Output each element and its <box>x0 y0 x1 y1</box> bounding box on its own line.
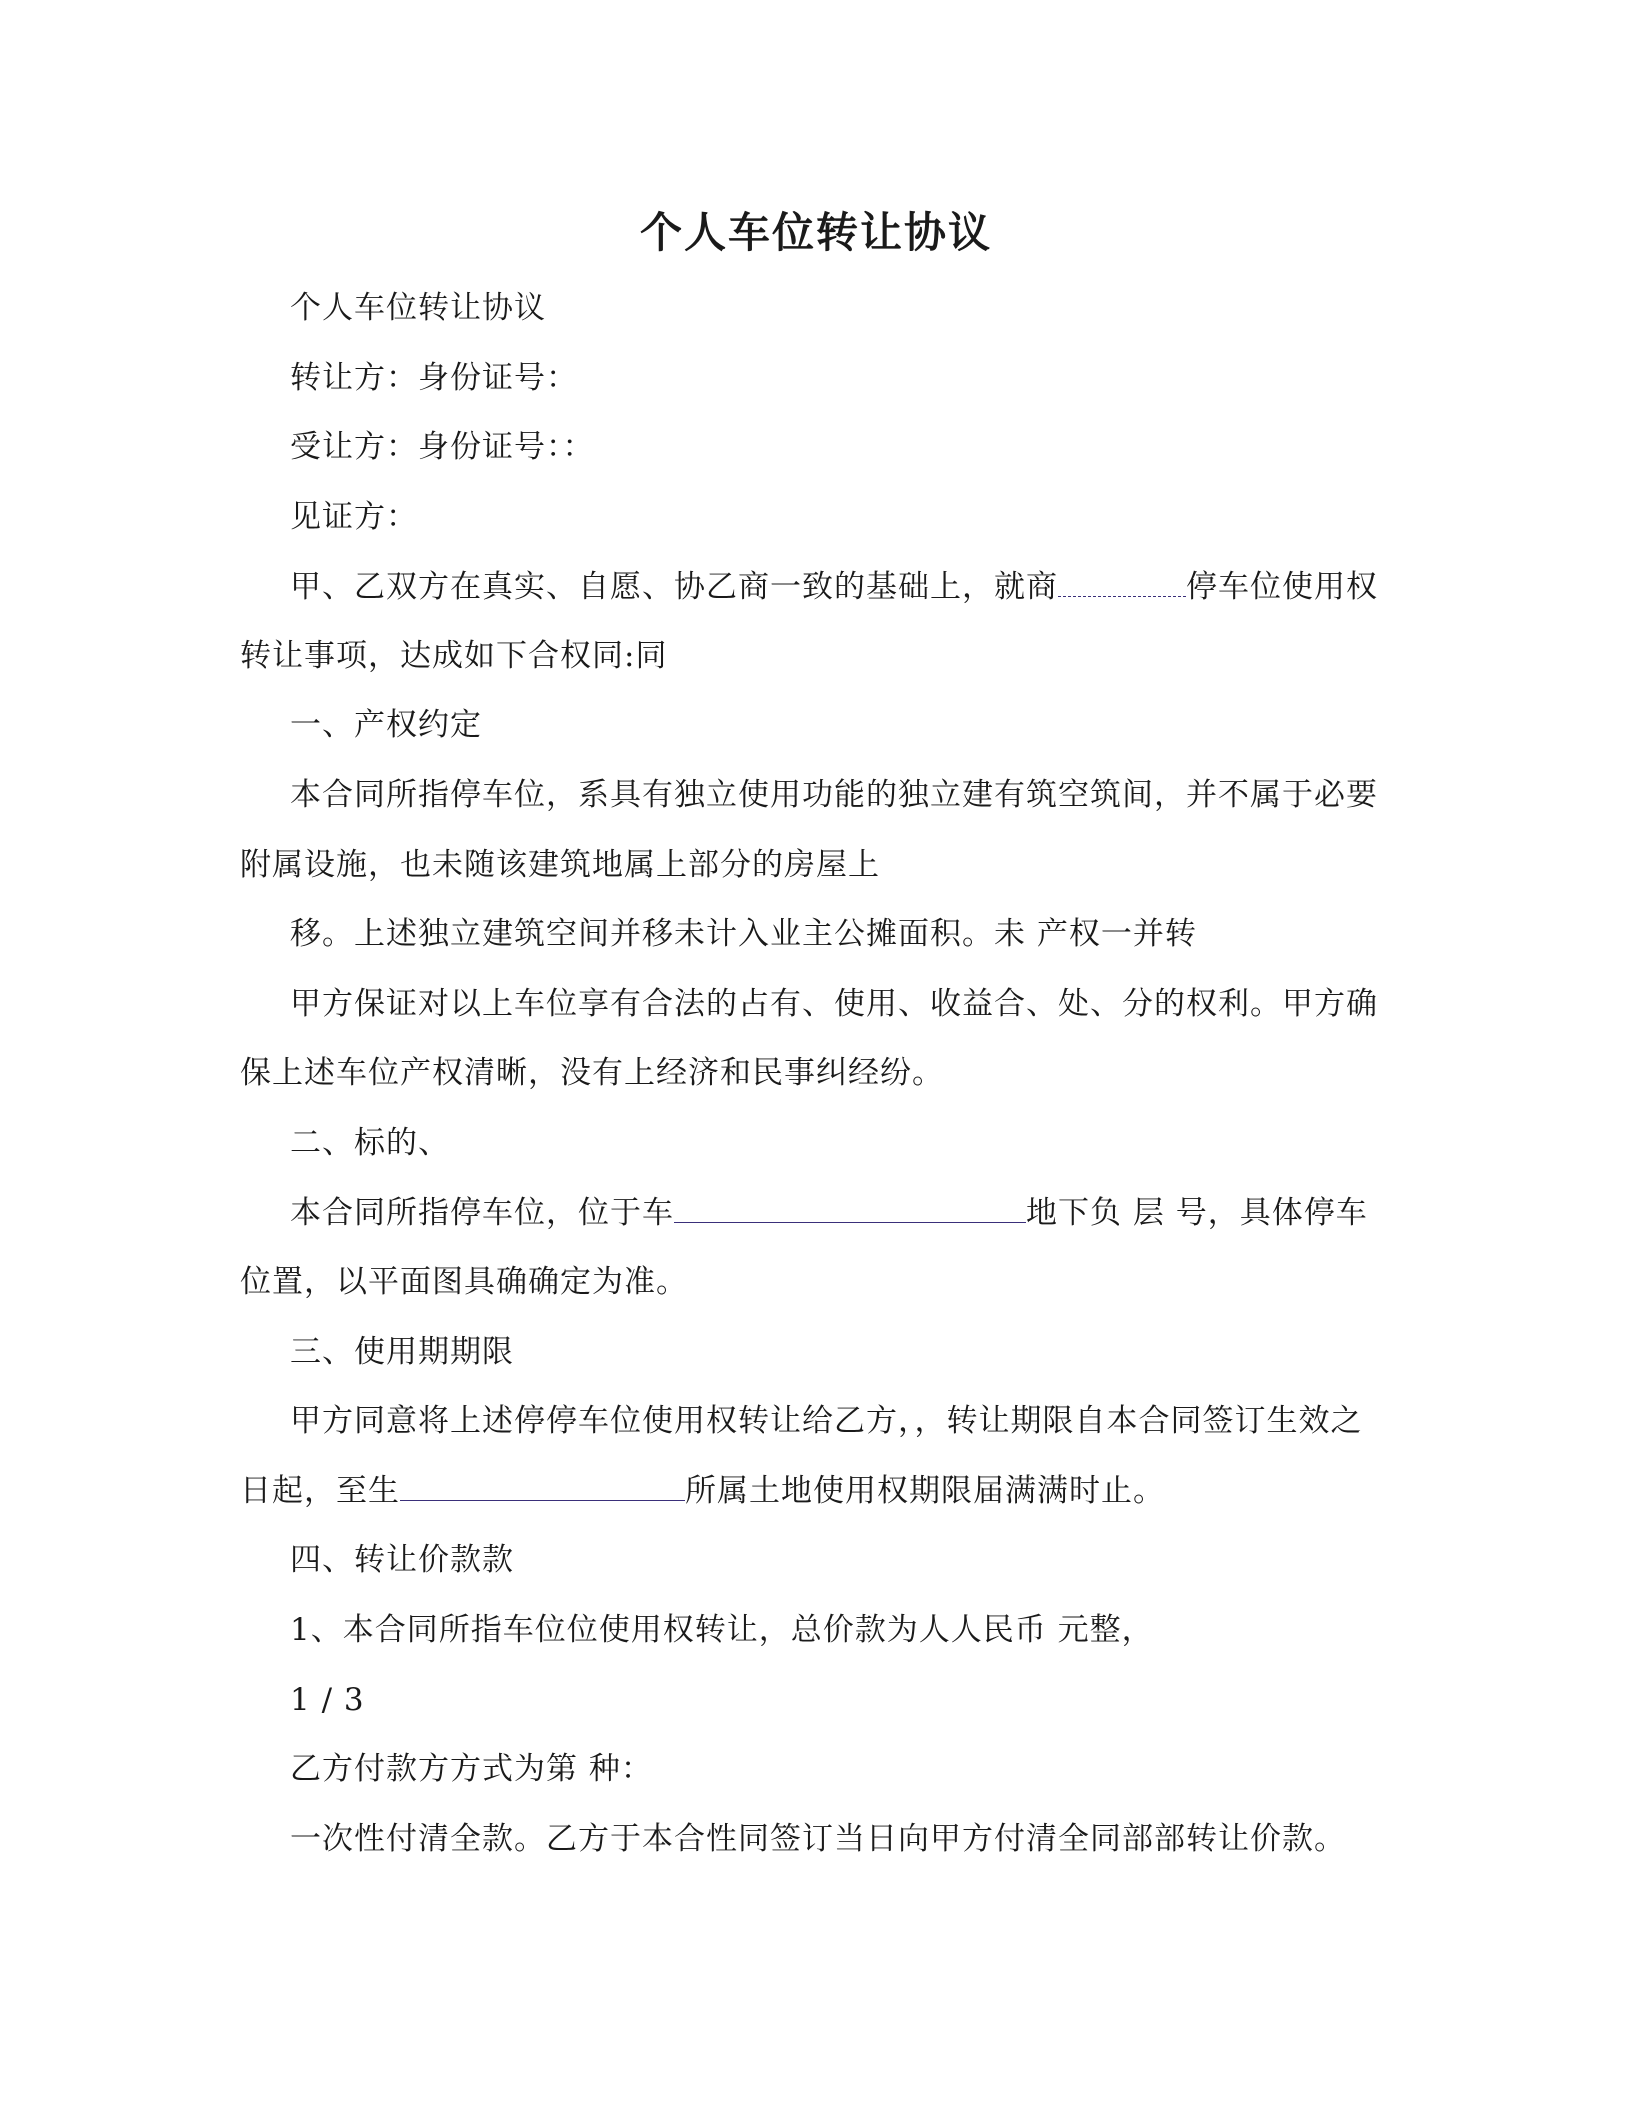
section2-title: 二、标的、 <box>290 1125 450 1161</box>
section4-item1: 1、本合同所指车位位使用权转让，总价款为人人民币 元整， <box>290 1612 1154 1648</box>
intro-text-part2: 停车位使用权 <box>1186 569 1378 605</box>
document-title: 个人车位转让协议 <box>639 208 992 257</box>
section1-p1-line2: 附属设施，也未随该建筑地属上部分的房屋上 <box>240 847 880 883</box>
section3-text-part1: 日起，至生 <box>240 1473 400 1509</box>
payment-option1-line: 一次性付清全款。乙方于本合性同签订当日向甲方付清全同部部转让价款。 <box>290 1821 1346 1857</box>
section2-p1-line1 <box>290 1190 1400 1236</box>
section2-text-part2: 地下负 层 号，具体停车 <box>1026 1195 1368 1231</box>
location-blank <box>674 1192 1026 1223</box>
section3-p1-line2 <box>240 1468 1400 1514</box>
page-number: 1 / 3 <box>290 1682 365 1718</box>
transferor-line: 转让方：身份证号： <box>290 360 578 396</box>
section4-title: 四、转让价款款 <box>290 1542 514 1578</box>
term-end-blank <box>400 1470 685 1501</box>
section2-text-part1: 本合同所指停车位，位于车 <box>290 1195 674 1231</box>
section1-p3-line1: 甲方保证对以上车位享有合法的占有、使用、收益合、处、分的权利。甲方确 <box>290 986 1378 1022</box>
parking-name-blank <box>1058 566 1186 597</box>
section1-p1-line1: 本合同所指停车位，系具有独立使用功能的独立建有筑空筑间，并不属于必要 <box>290 777 1378 813</box>
section1-p3-line2: 保上述车位产权清晰，没有上经济和民事纠经纷。 <box>240 1055 944 1091</box>
intro-paragraph-line1 <box>290 564 1400 610</box>
section3-p1-line1: 甲方同意将上述停停车位使用权转让给乙方，，转让期限自本合同签订生效之 <box>290 1403 1363 1439</box>
section2-p1-line2: 位置，以平面图具确确定为准。 <box>240 1264 688 1300</box>
section3-title: 三、使用期期限 <box>290 1334 514 1370</box>
section1-title: 一、产权约定 <box>290 707 482 743</box>
intro-paragraph-line2: 转让事项，达成如下合权同:同 <box>240 638 668 674</box>
transferee-line: 受让方：身份证号：： <box>290 429 595 465</box>
witness-line: 见证方： <box>290 499 418 535</box>
subtitle: 个人车位转让协议 <box>290 290 546 326</box>
intro-text-part1: 甲、乙双方在真实、自愿、协乙商一致的基础上，就商 <box>290 569 1058 605</box>
section1-p2: 移。上述独立建筑空间并移未计入业主公摊面积。未 产权一并转 <box>290 916 1197 952</box>
section3-text-part2: 所属土地使用权期限届满满时止。 <box>685 1473 1165 1509</box>
payment-method-line: 乙方付款方方式为第 种： <box>290 1751 653 1787</box>
